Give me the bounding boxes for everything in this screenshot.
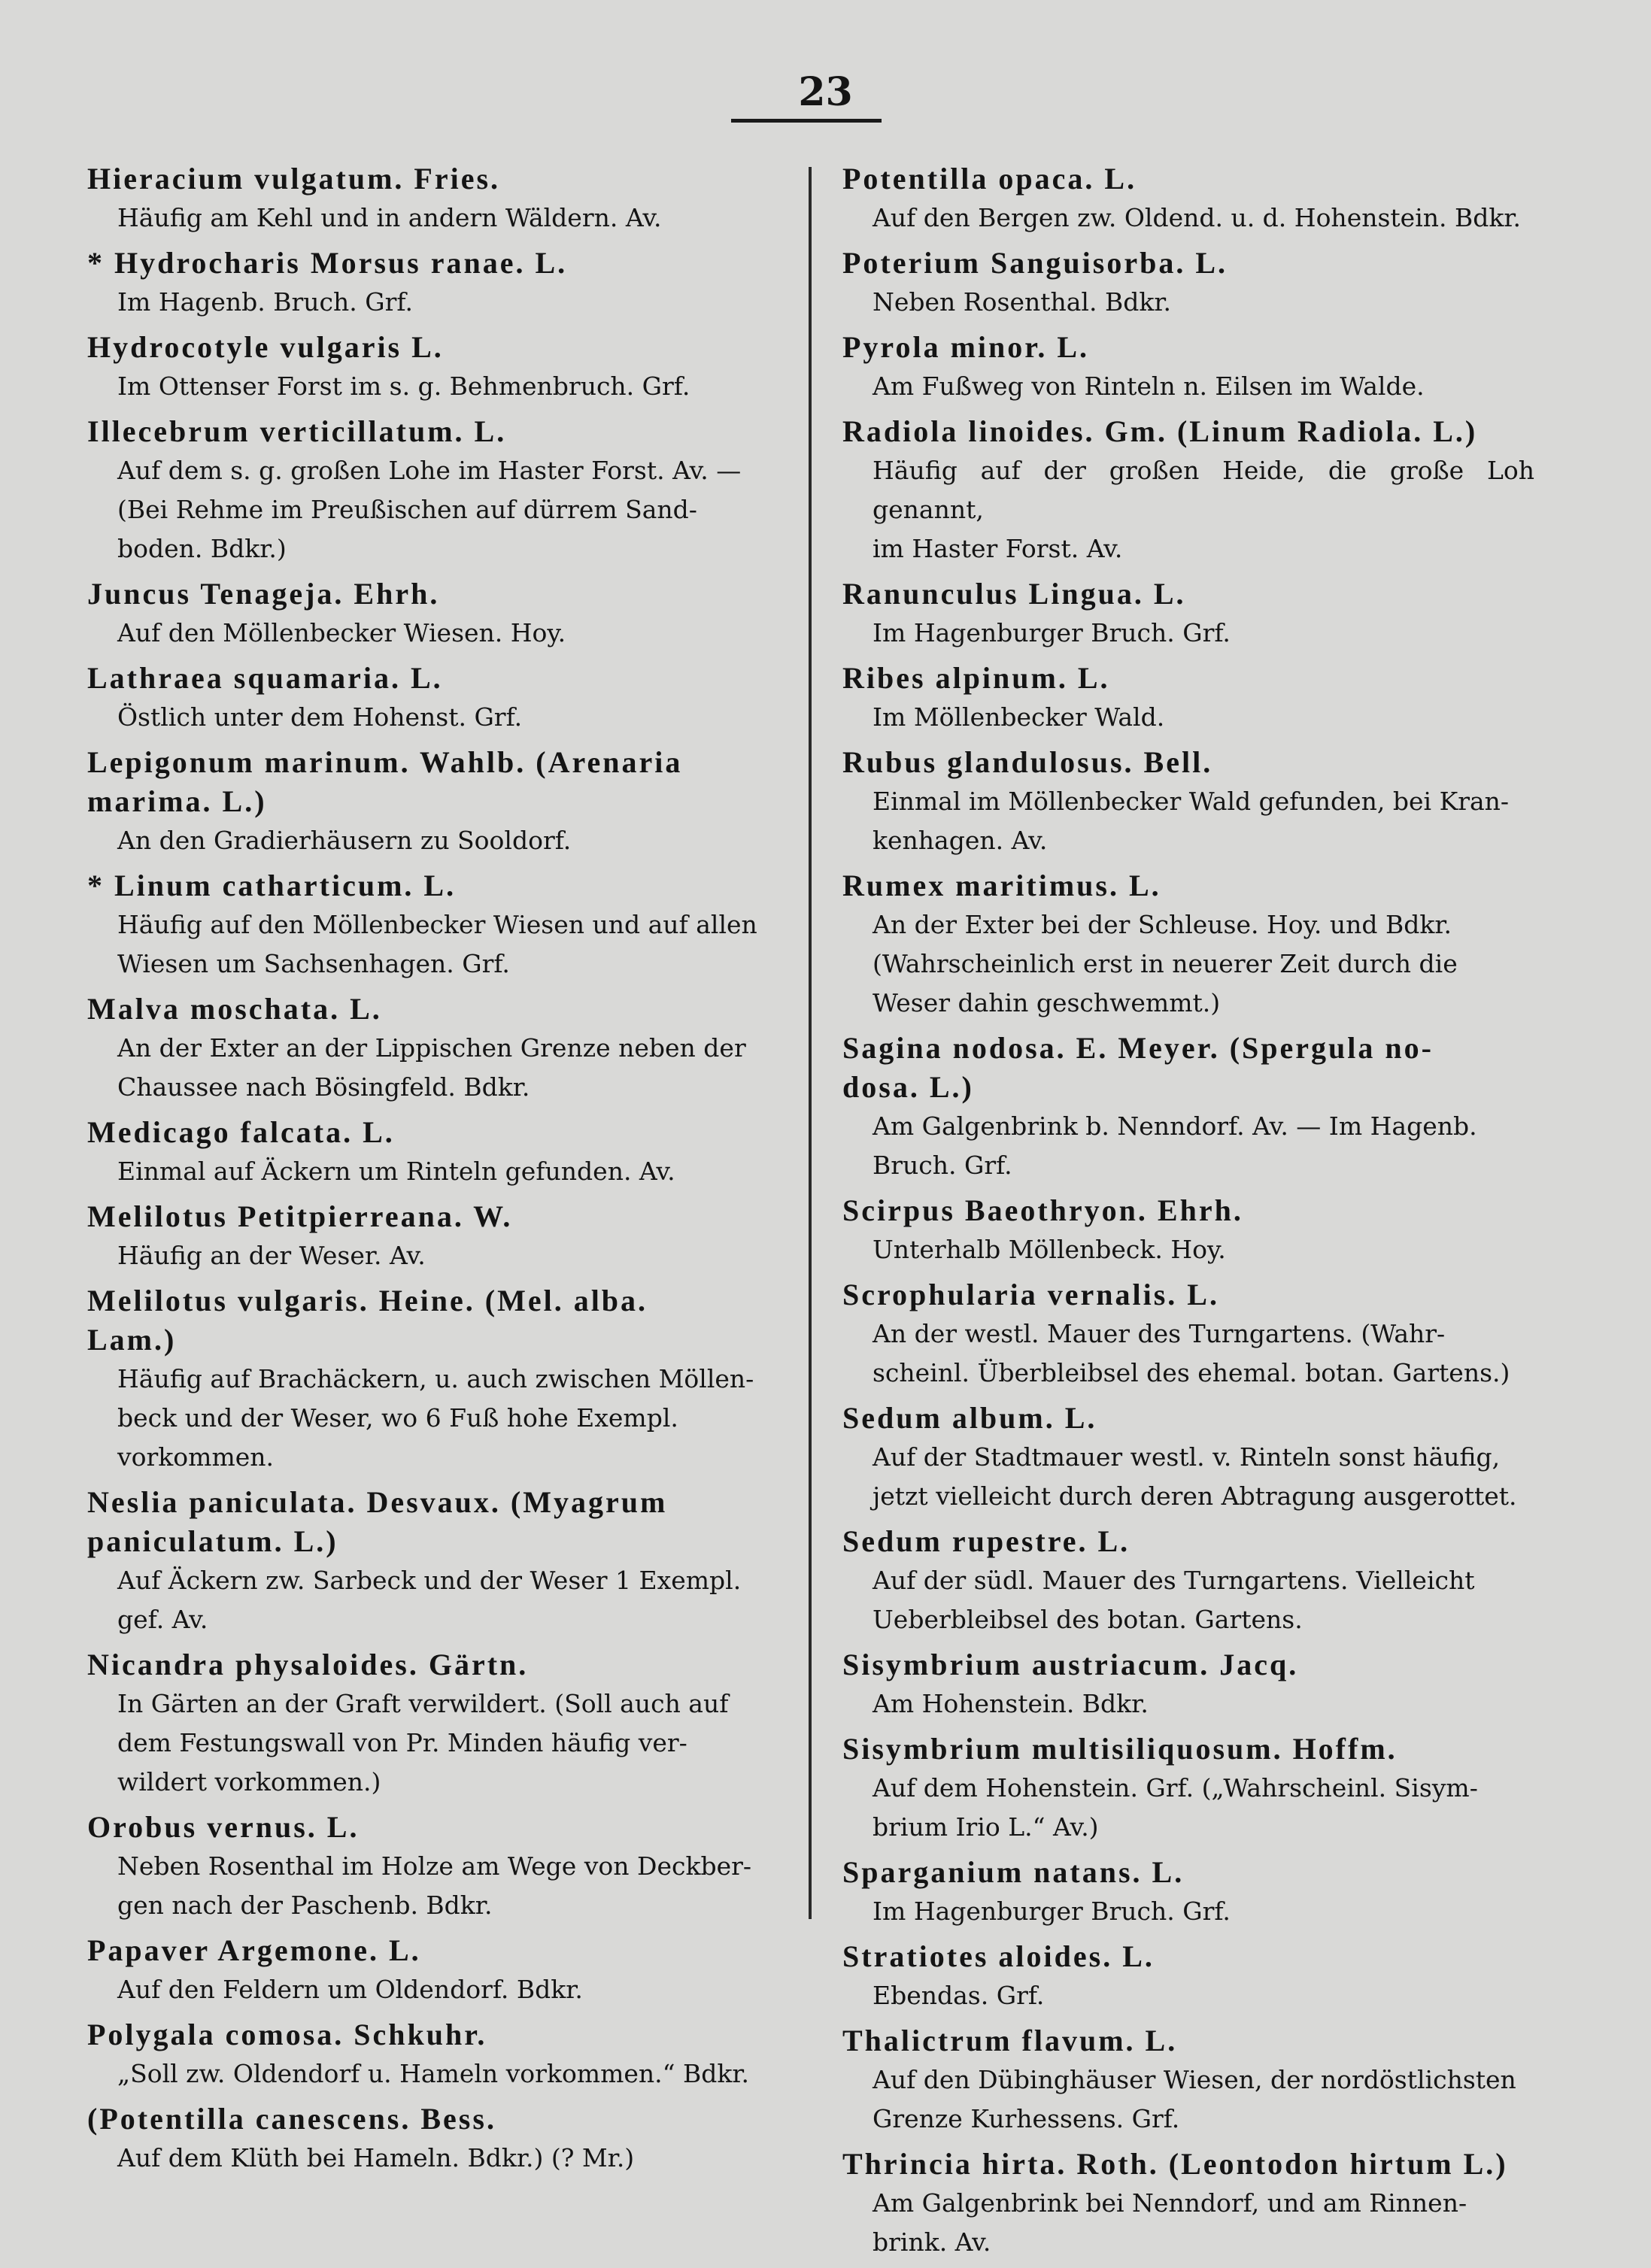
- locality-line: Auf den Bergen zw. Oldend. u. d. Hohenstein. Bdkr.: [873, 203, 1521, 232]
- locality-line: Weser dahin geschwemmt.): [873, 988, 1221, 1017]
- locality-line: Im Hagenburger Bruch. Grf.: [873, 1897, 1231, 1926]
- locality-line: Wiesen um Sachsenhagen. Grf.: [117, 949, 510, 978]
- plant-entry: [842, 1399, 1534, 1516]
- plant-entry: [87, 244, 779, 322]
- plant-entry: [842, 1730, 1534, 1847]
- locality-line: Im Möllenbecker Wald.: [873, 702, 1165, 732]
- locality-line: Am Fußweg von Rinteln n. Eilsen im Walde.: [873, 371, 1425, 401]
- species-name: Ranunculus Lingua. L.: [842, 577, 1186, 611]
- plant-entry: [842, 159, 1534, 238]
- species-name-continued: paniculatum. L.): [87, 1524, 338, 1558]
- plant-entry: [842, 575, 1534, 653]
- locality-line: Auf dem Hohenstein. Grf. („Wahrscheinl. Sisym-: [873, 1773, 1478, 1803]
- plant-entry: [842, 2021, 1534, 2139]
- species-name-continued: marima. L.): [87, 784, 267, 818]
- plant-entry: [87, 659, 779, 737]
- locality-line: vorkommen.: [117, 1442, 275, 1472]
- plant-entry: [842, 743, 1534, 860]
- plant-entry: [842, 659, 1534, 737]
- species-name: Malva moschata. L.: [87, 992, 382, 1026]
- species-name-continued: dosa. L.): [842, 1070, 974, 1104]
- plant-entry: [842, 1522, 1534, 1639]
- plant-entry: [87, 866, 779, 984]
- species-name: Scrophularia vernalis. L.: [842, 1278, 1219, 1311]
- plant-entry: [87, 1645, 779, 1802]
- locality-line: Im Ottenser Forst im s. g. Behmenbruch. Grf.: [117, 371, 690, 401]
- species-name: Juncus Tenageja. Ehrh.: [87, 577, 440, 611]
- species-name: Nicandra physaloides. Gärtn.: [87, 1648, 529, 1681]
- species-name: Thalictrum flavum. L.: [842, 2024, 1178, 2057]
- locality-line: Ebendas. Grf.: [873, 1981, 1045, 2010]
- locality-line: Häufig auf Brachäckern, u. auch zwischen Möllen-: [117, 1364, 754, 1393]
- locality-line: Neben Rosenthal im Holze am Wege von Deckber-: [117, 1851, 752, 1881]
- species-name: Pyrola minor. L.: [842, 330, 1090, 364]
- locality-line: In Gärten an der Graft verwildert. (Soll auch auf: [117, 1689, 729, 1718]
- locality-line: Am Galgenbrink bei Nenndorf, und am Rinnen-: [873, 2188, 1467, 2218]
- locality-line: brink. Av.: [873, 2227, 991, 2257]
- column-divider: [809, 167, 812, 1919]
- species-name-continued: Lam.): [87, 1323, 177, 1357]
- plant-entry: [87, 1113, 779, 1191]
- plant-entry: [842, 1275, 1534, 1393]
- plant-entry: [87, 328, 779, 406]
- locality-line: Auf den Dübinghäuser Wiesen, der nordöstlichsten: [873, 2065, 1516, 2094]
- species-name: Potentilla opaca. L.: [842, 162, 1137, 196]
- locality-line: Auf Äckern zw. Sarbeck und der Weser 1 Exempl.: [117, 1566, 742, 1595]
- plant-entry: [842, 328, 1534, 406]
- plant-entry: [842, 244, 1534, 322]
- locality-line: Im Hagenburger Bruch. Grf.: [873, 618, 1231, 647]
- locality-line: Östlich unter dem Hohenst. Grf.: [117, 702, 523, 732]
- locality-line: Unterhalb Möllenbeck. Hoy.: [873, 1235, 1226, 1264]
- right-column: [842, 159, 1534, 2268]
- locality-line: kenhagen. Av.: [873, 826, 1048, 855]
- plant-entry: [87, 1931, 779, 2009]
- plant-entry: [842, 2145, 1534, 2262]
- locality-line: Neben Rosenthal. Bdkr.: [873, 287, 1171, 317]
- plant-entry: [842, 412, 1534, 569]
- locality-line: Häufig an der Weser. Av.: [117, 1241, 426, 1270]
- locality-line: (Wahrscheinlich erst in neuerer Zeit durch die: [873, 949, 1458, 978]
- plant-entry: [87, 575, 779, 653]
- locality-line: Auf dem Klüth bei Hameln. Bdkr.) (? Mr.): [117, 2143, 635, 2172]
- species-name: Sisymbrium austriacum. Jacq.: [842, 1648, 1299, 1681]
- species-name: Sedum album. L.: [842, 1401, 1097, 1435]
- plant-entry: [842, 1645, 1534, 1724]
- plant-entry: [842, 866, 1534, 1023]
- plant-entry: [87, 2015, 779, 2094]
- locality-line: (Bei Rehme im Preußischen auf dürrem Sand-: [117, 495, 697, 524]
- species-name: Scirpus Baeothryon. Ehrh.: [842, 1193, 1243, 1227]
- species-name: Sparganium natans. L.: [842, 1855, 1185, 1889]
- locality-line: Einmal auf Äckern um Rinteln gefunden. Av.: [117, 1157, 675, 1186]
- locality-line: gef. Av.: [117, 1605, 208, 1634]
- locality-line: Häufig am Kehl und in andern Wäldern. Av.: [117, 203, 662, 232]
- locality-line: An der Exter an der Lippischen Grenze neben der: [117, 1033, 746, 1063]
- plant-entry: [842, 1029, 1534, 1185]
- locality-line: gen nach der Paschenb. Bdkr.: [117, 1891, 493, 1920]
- locality-line: Häufig auf der großen Heide, die große Loh genannt,: [873, 456, 1534, 524]
- plant-entry: [87, 1281, 779, 1477]
- plant-entry: [87, 2100, 779, 2178]
- species-name: Poterium Sanguisorba. L.: [842, 246, 1228, 280]
- locality-line: im Haster Forst. Av.: [873, 534, 1123, 563]
- plant-entry: [87, 1808, 779, 1925]
- species-name: Polygala comosa. Schkuhr.: [87, 2018, 487, 2051]
- species-name: Hydrocotyle vulgaris L.: [87, 330, 444, 364]
- species-name: Ribes alpinum. L.: [842, 661, 1110, 695]
- locality-line: jetzt vielleicht durch deren Abtragung ausgerottet.: [873, 1481, 1517, 1511]
- species-name: * Hydrocharis Morsus ranae. L.: [87, 246, 568, 280]
- locality-line: Chaussee nach Bösingfeld. Bdkr.: [117, 1072, 530, 1102]
- locality-line: Im Hagenb. Bruch. Grf.: [117, 287, 413, 317]
- species-name: Melilotus vulgaris. Heine. (Mel. alba.: [87, 1284, 648, 1317]
- locality-line: Grenze Kurhessens. Grf.: [873, 2104, 1180, 2133]
- locality-line: Häufig auf den Möllenbecker Wiesen und auf allen: [117, 910, 757, 939]
- plant-entry: [87, 1197, 779, 1275]
- plant-entry: [842, 1191, 1534, 1269]
- species-name: Radiola linoides. Gm. (Linum Radiola. L.): [842, 414, 1478, 448]
- plant-entry: [87, 412, 779, 569]
- locality-line: An der Exter bei der Schleuse. Hoy. und Bdkr.: [873, 910, 1452, 939]
- species-name: Medicago falcata. L.: [87, 1115, 395, 1149]
- locality-line: Auf der südl. Mauer des Turngartens. Vielleicht: [873, 1566, 1475, 1595]
- plant-entry: [87, 1483, 779, 1639]
- locality-line: Bruch. Grf.: [873, 1151, 1012, 1180]
- locality-line: An den Gradierhäusern zu Sooldorf.: [117, 826, 572, 855]
- left-column: [87, 159, 779, 2184]
- species-name: Sisymbrium multisiliquosum. Hoffm.: [842, 1732, 1398, 1766]
- locality-line: An der westl. Mauer des Turngartens. (Wahr-: [873, 1319, 1446, 1348]
- locality-line: Auf den Möllenbecker Wiesen. Hoy.: [117, 618, 566, 647]
- species-name: Illecebrum verticillatum. L.: [87, 414, 507, 448]
- species-name: Lathraea squamaria. L.: [87, 661, 443, 695]
- species-name: Neslia paniculata. Desvaux. (Myagrum: [87, 1485, 668, 1519]
- plant-entry: [87, 743, 779, 860]
- locality-line: brium Irio L.“ Av.): [873, 1812, 1099, 1842]
- locality-line: Einmal im Möllenbecker Wald gefunden, bei Kran-: [873, 787, 1510, 816]
- species-name: Stratiotes aloides. L.: [842, 1939, 1155, 1973]
- locality-line: Am Galgenbrink b. Nenndorf. Av. — Im Hagenb.: [873, 1111, 1477, 1141]
- plant-entry: [87, 159, 779, 238]
- species-name: Thrincia hirta. Roth. (Leontodon hirtum L.): [842, 2147, 1508, 2181]
- species-name: Hieracium vulgatum. Fries.: [87, 162, 501, 196]
- locality-line: dem Festungswall von Pr. Minden häufig ver-: [117, 1728, 687, 1757]
- locality-line: Auf dem s. g. großen Lohe im Haster Forst. Av. —: [117, 456, 742, 485]
- species-name: Sedum rupestre. L.: [842, 1524, 1131, 1558]
- plant-entry: [87, 990, 779, 1107]
- locality-line: boden. Bdkr.): [117, 534, 287, 563]
- species-name: * Linum catharticum. L.: [87, 869, 457, 902]
- locality-line: Ueberbleibsel des botan. Gartens.: [873, 1605, 1303, 1634]
- plant-entry: [842, 1853, 1534, 1931]
- species-name: Lepigonum marinum. Wahlb. (Arenaria: [87, 745, 683, 779]
- species-name: Melilotus Petitpierreana. W.: [87, 1199, 513, 1233]
- locality-line: Am Hohenstein. Bdkr.: [873, 1689, 1149, 1718]
- locality-line: scheinl. Überbleibsel des ehemal. botan. Gartens.): [873, 1358, 1510, 1387]
- locality-line: wildert vorkommen.): [117, 1767, 381, 1797]
- page-number-rule: [731, 119, 882, 123]
- locality-line: Auf der Stadtmauer westl. v. Rinteln sonst häufig,: [873, 1442, 1501, 1472]
- species-name: Sagina nodosa. E. Meyer. (Spergula no-: [842, 1031, 1434, 1065]
- species-name: (Potentilla canescens. Bess.: [87, 2102, 496, 2136]
- species-name: Papaver Argemone. L.: [87, 1933, 421, 1967]
- locality-line: „Soll zw. Oldendorf u. Hameln vorkommen.“ Bdkr.: [117, 2059, 750, 2088]
- species-name: Rubus glandulosus. Bell.: [842, 745, 1213, 779]
- locality-line: beck und der Weser, wo 6 Fuß hohe Exempl.: [117, 1403, 678, 1433]
- species-name: Orobus vernus. L.: [87, 1810, 360, 1844]
- page-number: 23: [798, 69, 853, 115]
- species-name: Rumex maritimus. L.: [842, 869, 1161, 902]
- locality-line: Auf den Feldern um Oldendorf. Bdkr.: [117, 1975, 583, 2004]
- plant-entry: [842, 1937, 1534, 2015]
